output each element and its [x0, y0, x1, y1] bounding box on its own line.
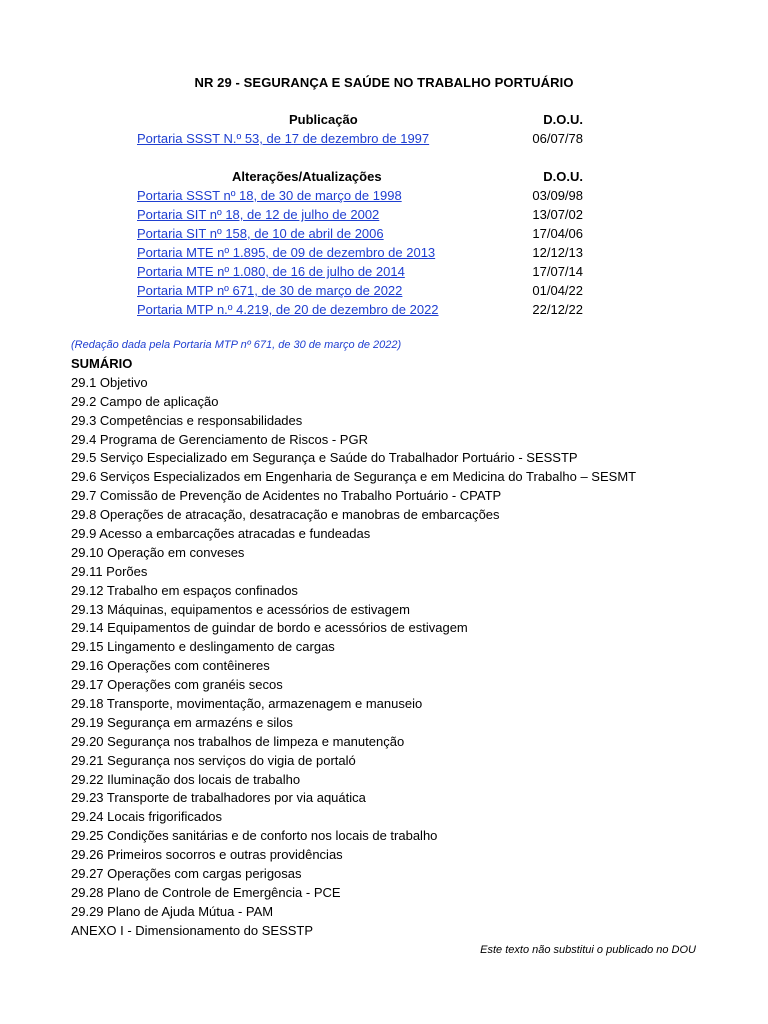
amendment-row	[137, 262, 597, 281]
portaria-link[interactable]: Portaria SIT nº 18, de 12 de julho de 2002	[137, 207, 380, 222]
wording-note: (Redação dada pela Portaria MTP nº 671, de 30 de março de 2022)	[71, 339, 402, 351]
amendments-header-label: Alterações/Atualizações	[232, 169, 382, 184]
amendments-table	[137, 167, 597, 319]
publication-header	[137, 110, 597, 129]
portaria-link[interactable]: Portaria SIT nº 158, de 10 de abril de 2006	[137, 226, 384, 241]
summary-item: 29.18 Transporte, movimentação, armazenagem e manuseio	[71, 696, 423, 712]
amendment-row	[137, 205, 597, 224]
summary-item: 29.29 Plano de Ajuda Mútua - PAM	[71, 903, 274, 919]
summary-item: 29.9 Acesso a embarcações atracadas e fundeadas	[71, 526, 371, 542]
portaria-link[interactable]: Portaria MTP nº 671, de 30 de março de 2022	[137, 283, 403, 298]
publication-row	[137, 129, 597, 148]
summary-item: 29.15 Lingamento e deslingamento de cargas	[71, 639, 335, 655]
summary-section	[71, 355, 636, 941]
summary-item: 29.7 Comissão de Prevenção de Acidentes no Trabalho Portuário - CPATP	[71, 488, 502, 504]
dou-date: 17/04/06	[532, 226, 583, 241]
portaria-link[interactable]: Portaria MTP n.º 4.219, de 20 de dezembro de 2022	[137, 302, 439, 317]
summary-heading: SUMÁRIO	[71, 356, 133, 371]
summary-item: 29.21 Segurança nos serviços do vigia de portaló	[71, 752, 356, 768]
amendment-row	[137, 243, 597, 262]
summary-item: 29.1 Objetivo	[71, 374, 148, 390]
summary-item: 29.24 Locais frigorificados	[71, 809, 223, 825]
dou-date: 13/07/02	[532, 207, 583, 222]
summary-item: 29.23 Transporte de trabalhadores por via aquática	[71, 790, 366, 806]
amendments-header	[137, 167, 597, 186]
amendment-row	[137, 224, 597, 243]
summary-item: 29.3 Competências e responsabilidades	[71, 412, 303, 428]
summary-item: 29.8 Operações de atracação, desatracação e manobras de embarcações	[71, 507, 500, 523]
portaria-link[interactable]: Portaria MTE nº 1.895, de 09 de dezembro de 2013	[137, 245, 436, 260]
summary-item: 29.14 Equipamentos de guindar de bordo e acessórios de estivagem	[71, 620, 468, 636]
summary-item: 29.6 Serviços Especializados em Engenharia de Segurança e em Medicina do Trabalho – SESMT	[71, 469, 637, 485]
summary-item: 29.2 Campo de aplicação	[71, 393, 219, 409]
amendment-row	[137, 300, 597, 319]
portaria-link[interactable]: Portaria MTE nº 1.080, de 16 de julho de 2014	[137, 264, 405, 279]
summary-item: 29.20 Segurança nos trabalhos de limpeza e manutenção	[71, 733, 405, 749]
amendment-row	[137, 186, 597, 205]
summary-item: ANEXO I - Dimensionamento do SESSTP	[71, 922, 314, 938]
amendment-row	[137, 281, 597, 300]
summary-item: 29.17 Operações com granéis secos	[71, 677, 283, 693]
summary-item: 29.12 Trabalho em espaços confinados	[71, 582, 298, 598]
summary-item: 29.28 Plano de Controle de Emergência - PCE	[71, 884, 341, 900]
summary-item: 29.22 Iluminação dos locais de trabalho	[71, 771, 301, 787]
dou-date: 01/04/22	[532, 283, 583, 298]
summary-item: 29.4 Programa de Gerenciamento de Riscos - PGR	[71, 431, 368, 447]
summary-item: 29.16 Operações com contêineres	[71, 658, 270, 674]
disclaimer-text: Este texto não substitui o publicado no DOU	[480, 944, 696, 956]
dou-date: 12/12/13	[532, 245, 583, 260]
summary-item: 29.5 Serviço Especializado em Segurança e Saúde do Trabalhador Portuário - SESSTP	[71, 450, 578, 466]
summary-item: 29.26 Primeiros socorros e outras providências	[71, 847, 343, 863]
summary-item: 29.25 Condições sanitárias e de conforto nos locais de trabalho	[71, 828, 438, 844]
dou-date: 17/07/14	[532, 264, 583, 279]
dou-header-label: D.O.U.	[543, 169, 583, 184]
dou-header-label: D.O.U.	[543, 112, 583, 127]
publication-header-label: Publicação	[289, 112, 358, 127]
document-title: NR 29 - SEGURANÇA E SAÚDE NO TRABALHO PORTUÁRIO	[194, 75, 574, 90]
summary-item: 29.19 Segurança em armazéns e silos	[71, 714, 293, 730]
portaria-link[interactable]: Portaria SSST nº 18, de 30 de março de 1998	[137, 188, 402, 203]
summary-item: 29.27 Operações com cargas perigosas	[71, 866, 302, 882]
portaria-link[interactable]: Portaria SSST N.º 53, de 17 de dezembro de 1997	[137, 131, 430, 146]
publication-table	[137, 110, 597, 148]
summary-item: 29.11 Porões	[71, 563, 148, 579]
dou-date: 06/07/78	[532, 131, 583, 146]
summary-item: 29.13 Máquinas, equipamentos e acessórios de estivagem	[71, 601, 410, 617]
summary-item: 29.10 Operação em conveses	[71, 544, 245, 560]
dou-date: 22/12/22	[532, 302, 583, 317]
dou-date: 03/09/98	[532, 188, 583, 203]
